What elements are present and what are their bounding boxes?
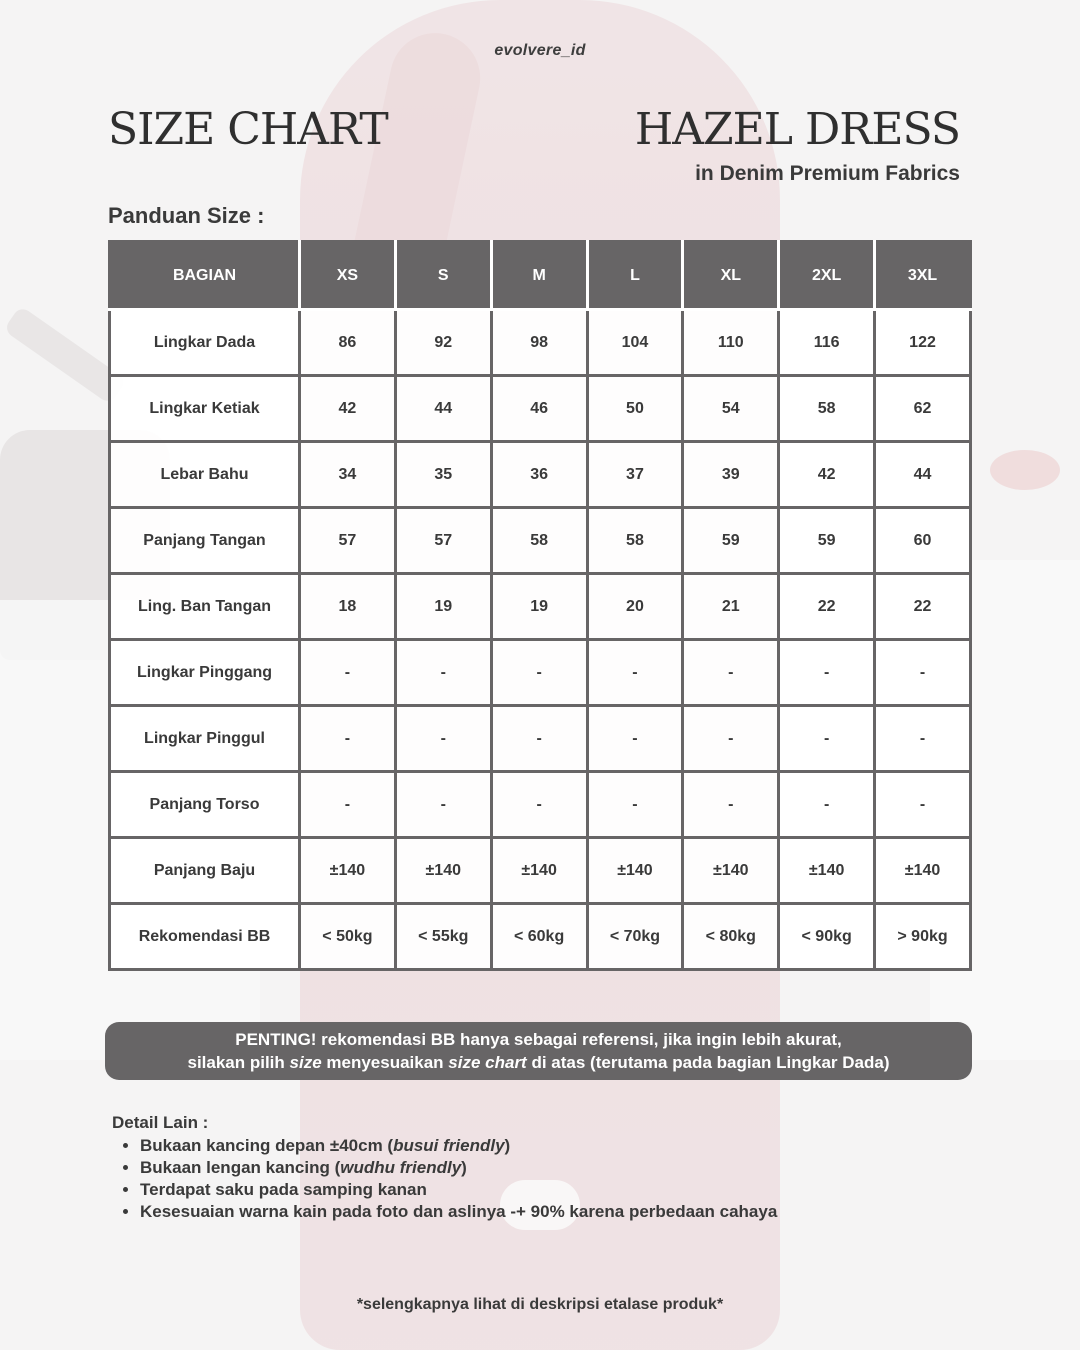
- page-title: SIZE CHART: [108, 104, 388, 155]
- size-value-cell: 57: [395, 508, 491, 574]
- size-value-cell: ±140: [491, 838, 587, 904]
- size-value-cell: 92: [395, 310, 491, 376]
- notice-line-2: silakan pilih size menyesuaikan size chart di atas (terutama pada bagian Lingkar Dada): [187, 1053, 890, 1072]
- size-value-cell: -: [491, 640, 587, 706]
- size-value-cell: -: [587, 706, 683, 772]
- table-row: [110, 442, 971, 508]
- size-value-cell: -: [779, 772, 875, 838]
- table-header-row: [110, 242, 971, 310]
- size-value-cell: 46: [491, 376, 587, 442]
- size-value-cell: -: [683, 772, 779, 838]
- size-value-cell: -: [779, 706, 875, 772]
- table-row: [110, 640, 971, 706]
- size-value-cell: < 60kg: [491, 904, 587, 970]
- header-cell: XS: [300, 242, 396, 310]
- notice-line-1: PENTING! rekomendasi BB hanya sebagai referensi, jika ingin lebih akurat,: [235, 1030, 842, 1049]
- size-value-cell: 104: [587, 310, 683, 376]
- size-value-cell: ±140: [395, 838, 491, 904]
- size-value-cell: ±140: [587, 838, 683, 904]
- table-row: [110, 904, 971, 970]
- size-value-cell: 58: [587, 508, 683, 574]
- list-item: • Kesesuaian warna kain pada foto dan aslinya -+ 90% karena perbedaan cahaya: [140, 1201, 777, 1223]
- size-value-cell: 54: [683, 376, 779, 442]
- size-value-cell: -: [587, 772, 683, 838]
- details-section: [112, 1113, 777, 1223]
- size-value-cell: -: [875, 640, 971, 706]
- size-value-cell: -: [395, 640, 491, 706]
- table-row: [110, 772, 971, 838]
- size-value-cell: 42: [300, 376, 396, 442]
- list-item: • Terdapat saku pada samping kanan: [140, 1179, 777, 1201]
- size-value-cell: -: [587, 640, 683, 706]
- size-value-cell: 36: [491, 442, 587, 508]
- size-value-cell: 37: [587, 442, 683, 508]
- size-value-cell: 98: [491, 310, 587, 376]
- size-value-cell: 21: [683, 574, 779, 640]
- table-row: [110, 508, 971, 574]
- details-title: Detail Lain :: [112, 1113, 209, 1132]
- row-label-cell: Panjang Torso: [110, 772, 300, 838]
- section-label: Panduan Size :: [108, 203, 265, 228]
- header-cell: BAGIAN: [110, 242, 300, 310]
- size-value-cell: 122: [875, 310, 971, 376]
- header-cell: S: [395, 242, 491, 310]
- size-value-cell: 50: [587, 376, 683, 442]
- size-value-cell: 86: [300, 310, 396, 376]
- size-value-cell: 44: [395, 376, 491, 442]
- size-value-cell: 44: [875, 442, 971, 508]
- size-value-cell: 35: [395, 442, 491, 508]
- size-value-cell: 58: [491, 508, 587, 574]
- size-value-cell: > 90kg: [875, 904, 971, 970]
- row-label-cell: Panjang Tangan: [110, 508, 300, 574]
- size-value-cell: -: [300, 772, 396, 838]
- size-value-cell: < 90kg: [779, 904, 875, 970]
- size-value-cell: 62: [875, 376, 971, 442]
- row-label-cell: Ling. Ban Tangan: [110, 574, 300, 640]
- size-value-cell: -: [683, 640, 779, 706]
- list-item: • Bukaan kancing depan ±40cm (busui friendly): [140, 1135, 777, 1157]
- size-value-cell: 59: [779, 508, 875, 574]
- table-row: [110, 706, 971, 772]
- size-value-cell: ±140: [300, 838, 396, 904]
- size-table: [108, 240, 972, 971]
- size-value-cell: -: [491, 706, 587, 772]
- size-value-cell: < 55kg: [395, 904, 491, 970]
- row-label-cell: Rekomendasi BB: [110, 904, 300, 970]
- row-label-cell: Lingkar Pinggang: [110, 640, 300, 706]
- details-list: [112, 1135, 777, 1223]
- header-cell: M: [491, 242, 587, 310]
- table-row: [110, 376, 971, 442]
- size-value-cell: ±140: [683, 838, 779, 904]
- product-subtitle: in Denim Premium Fabrics: [695, 162, 960, 185]
- row-label-cell: Panjang Baju: [110, 838, 300, 904]
- size-value-cell: 58: [779, 376, 875, 442]
- row-label-cell: Lingkar Pinggul: [110, 706, 300, 772]
- header-cell: 2XL: [779, 242, 875, 310]
- size-value-cell: 39: [683, 442, 779, 508]
- header-cell: XL: [683, 242, 779, 310]
- list-item: • Bukaan lengan kancing (wudhu friendly): [140, 1157, 777, 1179]
- size-value-cell: -: [300, 640, 396, 706]
- size-value-cell: 110: [683, 310, 779, 376]
- row-label-cell: Lingkar Dada: [110, 310, 300, 376]
- row-label-cell: Lebar Bahu: [110, 442, 300, 508]
- size-value-cell: 22: [779, 574, 875, 640]
- size-value-cell: < 70kg: [587, 904, 683, 970]
- size-value-cell: 42: [779, 442, 875, 508]
- size-value-cell: -: [395, 772, 491, 838]
- size-value-cell: 19: [491, 574, 587, 640]
- size-value-cell: -: [683, 706, 779, 772]
- size-value-cell: -: [300, 706, 396, 772]
- notice-banner: [105, 1022, 972, 1080]
- size-value-cell: 22: [875, 574, 971, 640]
- size-value-cell: < 50kg: [300, 904, 396, 970]
- size-value-cell: ±140: [875, 838, 971, 904]
- size-value-cell: -: [491, 772, 587, 838]
- size-value-cell: 57: [300, 508, 396, 574]
- size-value-cell: -: [875, 772, 971, 838]
- size-value-cell: ±140: [779, 838, 875, 904]
- size-value-cell: -: [875, 706, 971, 772]
- size-value-cell: -: [779, 640, 875, 706]
- size-value-cell: 116: [779, 310, 875, 376]
- header-cell: 3XL: [875, 242, 971, 310]
- size-value-cell: 34: [300, 442, 396, 508]
- table-row: [110, 310, 971, 376]
- size-value-cell: -: [395, 706, 491, 772]
- size-value-cell: 18: [300, 574, 396, 640]
- size-value-cell: 20: [587, 574, 683, 640]
- table-row: [110, 838, 971, 904]
- size-value-cell: 19: [395, 574, 491, 640]
- brand-handle: evolvere_id: [494, 42, 586, 59]
- size-value-cell: 60: [875, 508, 971, 574]
- size-value-cell: 59: [683, 508, 779, 574]
- table-body: [110, 310, 971, 970]
- product-title: HAZEL DRESS: [634, 104, 960, 155]
- header-cell: L: [587, 242, 683, 310]
- row-label-cell: Lingkar Ketiak: [110, 376, 300, 442]
- size-value-cell: < 80kg: [683, 904, 779, 970]
- footer-note: *selengkapnya lihat di deskripsi etalase produk*: [356, 1296, 724, 1313]
- table-row: [110, 574, 971, 640]
